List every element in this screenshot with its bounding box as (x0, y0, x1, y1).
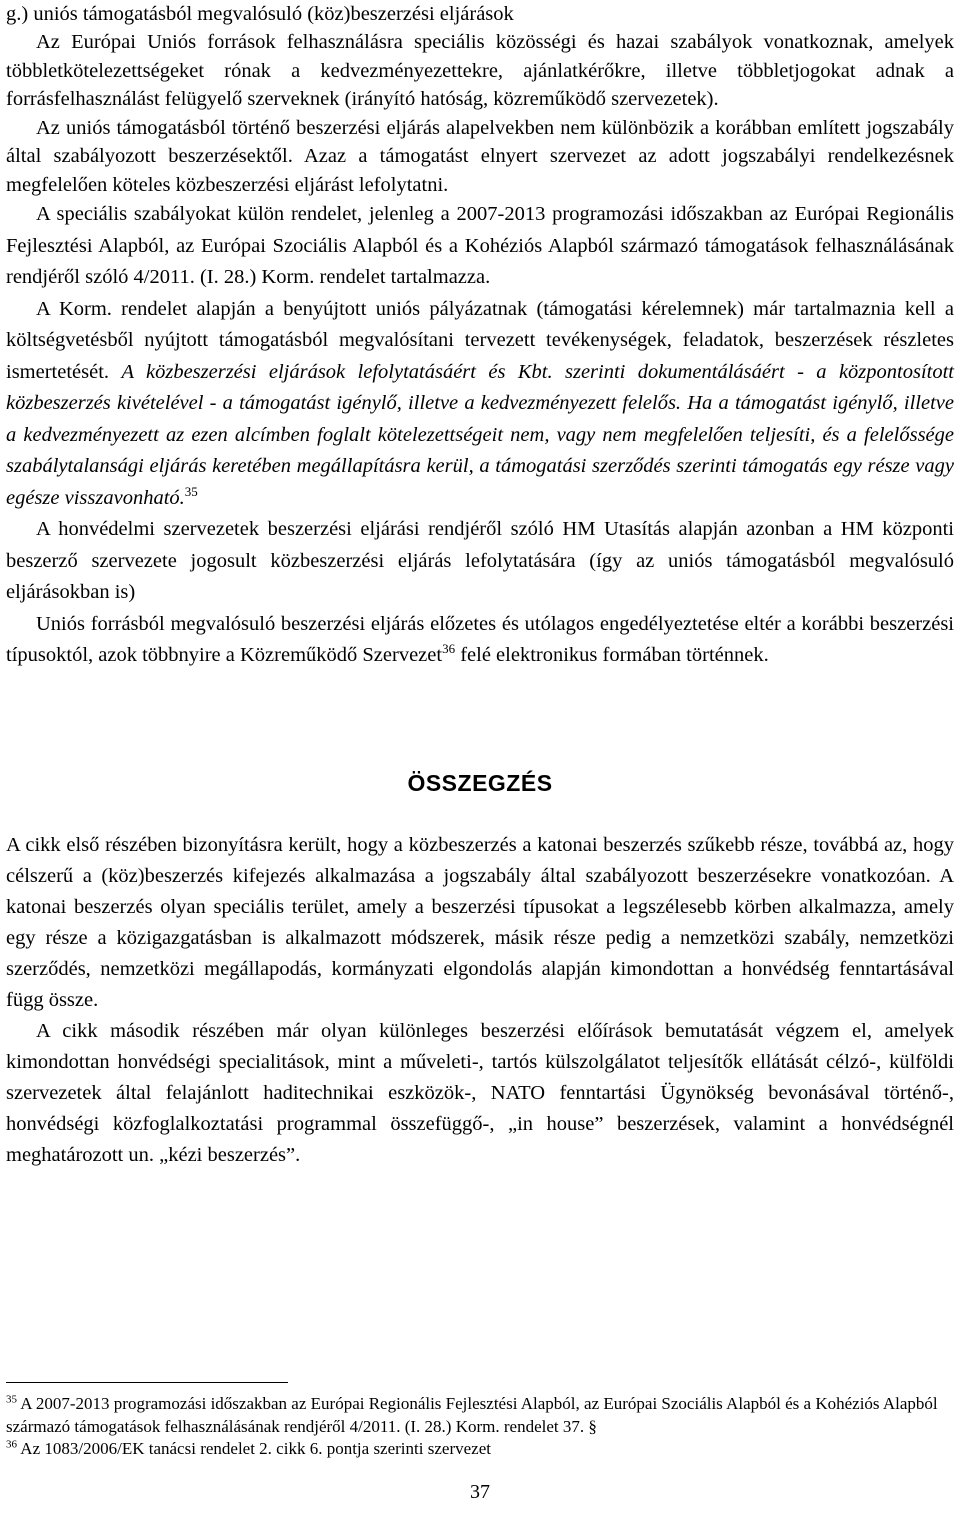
footnote-text: A 2007-2013 programozási időszakban az Európai Regionális Fejlesztési Alapból, az Európai Szociális Alapból és a Kohéziós Alapból származó támogatások felhasználásának rendjéről 4/2011. (I. 28.) Korm. rendelet 37. § (6, 1394, 938, 1436)
page-number: 37 (470, 1481, 490, 1503)
footnote-ref-35[interactable]: 35 (184, 483, 198, 499)
paragraph-korm-rendelet (6, 294, 954, 515)
paragraph-hm-utasitas (6, 514, 954, 609)
summary-heading: ÖSSZEGZÉS (407, 770, 553, 796)
document-page (6, 0, 954, 672)
summary-paragraph-first-text: A cikk első részében bizonyításra került, hogy a közbeszerzés a katonai beszerzés szűkebb része, továbbá az, hogy célszerű a (köz)beszerzés kifejezés alkalmazása a jogszabály által szabályozott beszerzésekre vonatkozóan. A katonai beszerzés olyan speciális terület, amely a beszerzési típusokat a legszélesebb körben alkalmazza, amely egy része a közigazgatásban is alkalmazott módszerek, másik része pedig a nemzetközi szabály, nemzetközi szerződés, nemzetközi megállapodás, kormányzati elgondolás alapján kimondottan a honvédség fenntartásával függ össze. (6, 834, 954, 1011)
footnote-36 (6, 1438, 954, 1461)
footnote-35 (6, 1393, 954, 1438)
summary-paragraph-second-text: A cikk második részében már olyan különleges beszerzési előírások bemutatását végzem el, amelyek kimondottan honvédségi specialitások, mint a műveleti-, tartós külszolgálatot teljesítők ellátását célzó-, külföldi szervezetek által felajánlott haditechnikai eszközök-, NATO fenntartási Ügynökség bevonásával történő-, honvédségi közfoglalkoztatási programmal összefüggő-, „in house” beszerzések, valamint a honvédségnél meghatározott un. „kézi beszerzés”. (6, 1020, 954, 1166)
paragraph-korm-rendelet-text: A Korm. rendelet alapján a benyújtott uniós pályázatnak (támogatási kérelemnek) már tartalmaznia kell a költségvetésből nyújtott támogatásból megvalósítani tervezett tevékenységek, feladatok, beszerzések részletes ismertetését. (6, 297, 954, 383)
paragraph-principles-text: Az uniós támogatásból történő beszerzési eljárás alapelvekben nem különbözik a korábban említett jogszabály által szabályozott beszerzésektől. (6, 116, 954, 167)
paragraph-approval (6, 609, 954, 672)
paragraph-approval-text-continued: felé elektronikus formában történnek. (455, 644, 769, 666)
paragraph-principles (6, 114, 954, 200)
paragraph-eu-rules (6, 28, 954, 114)
paragraph-special-rules-text: A speciális szabályokat külön rendelet, jelenleg a 2007-2013 programozási időszakban az Európai Regionális Fejlesztési Alapból, az Európai Szociális Alapból és a Kohéziós Alapból származó támogatások felhasználásának rendjéről szóló 4/2011. (I. 28.) Korm. rendelet tartalmazza. (6, 203, 954, 288)
footnote-number: 35 (6, 1393, 17, 1406)
footnote-number: 36 (6, 1438, 17, 1451)
summary-paragraph-second (6, 1016, 954, 1171)
section-heading: g.) uniós támogatásból megvalósuló (köz)beszerzési eljárások (6, 3, 514, 25)
paragraph-korm-rendelet-italic: A közbeszerzési eljárások lefolytatásáért és Kbt. szerinti dokumentálásáért - a központosított közbeszerzés kivételével - a támogatást igénylő, illetve a kedvezményezett felelős. Ha a támogatást igénylő, illetve a kedvezményezett az ezen alcímben foglalt kötelezettségeit nem, vagy nem megfelelően teljesíti, és a felelőssége szabálytalansági eljárás keretében megállapításra kerül, a támogatási szerződés szerinti támogatás egy része vagy egésze visszavonható. (6, 360, 954, 509)
paragraph-eu-rules-text: Az Európai Uniós források felhasználásra speciális közösségi és hazai szabályok vonatkoznak, amelyek többletkötelezettségeket rónak a kedvezményezettekre, ajánlatkérőkre, illetve többletjogokat adnak a forrásfelhasználást felügyelő szerveknek (irányító hatóság, közreműködő szervezetek). (6, 31, 954, 110)
paragraph-approval-text: Uniós forrásból megvalósuló beszerzési eljárás előzetes és utólagos engedélyeztetése eltér a korábbi beszerzési típusoktól, azok többnyire a Közreműködő Szervezet (6, 612, 954, 666)
summary-paragraph-first (6, 830, 954, 1016)
footnote-separator (6, 1382, 288, 1383)
paragraph-hm-utasitas-text: A honvédelmi szervezetek beszerzési eljárási rendjéről szóló HM Utasítás alapján azonban a HM központi beszerző szervezete jogosult közbeszerzési eljárás lefolytatására (így az uniós támogatásból megvalósuló eljárásokban is) (6, 518, 954, 603)
footnote-ref-36[interactable]: 36 (442, 641, 456, 657)
footnotes (6, 1393, 954, 1461)
footnote-text: Az 1083/2006/EK tanácsi rendelet 2. cikk 6. pontja szerinti szervezet (17, 1439, 491, 1458)
summary-section (6, 830, 954, 1171)
paragraph-principles-text-continued: Azaz a támogatást elnyert szervezet az adott jogszabályi rendelkezésnek megfelelően köteles közbeszerzési eljárást lefolytatni. (6, 145, 954, 196)
paragraph-special-rules (6, 199, 954, 294)
